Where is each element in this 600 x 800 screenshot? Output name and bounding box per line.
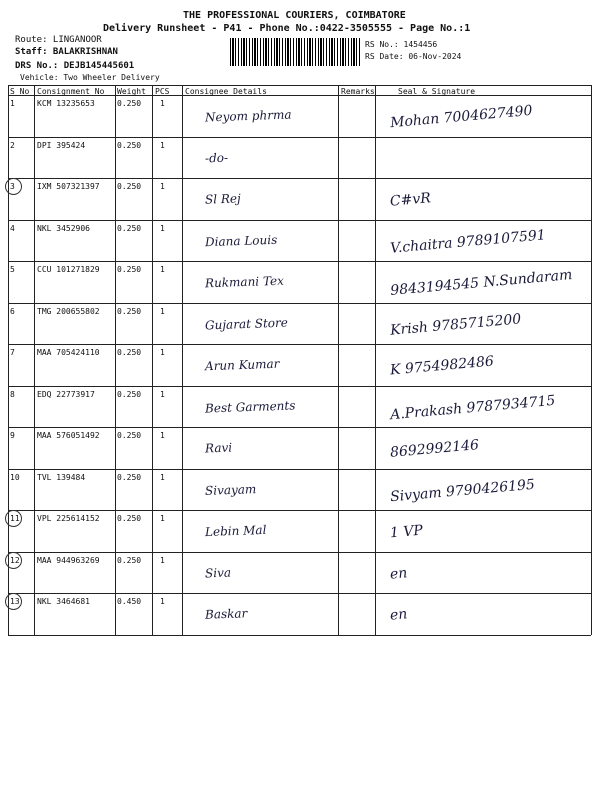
row-signature: A.Prakash 9787934715 <box>389 392 556 423</box>
staff-label: Staff: BALAKRISHNAN <box>15 47 118 57</box>
row-divider <box>8 427 591 428</box>
row-consignment-no: NKL 3452906 <box>37 223 90 233</box>
row-consignee-handwritten: Baskar <box>204 606 248 622</box>
row-signature: en <box>389 564 408 583</box>
row-signature: Sivyam 9790426195 <box>389 476 536 505</box>
row-divider <box>8 386 591 387</box>
row-consignment-no: MAA 576051492 <box>37 431 100 440</box>
row-consignee-handwritten: Sl Rej <box>204 191 241 207</box>
row-consignment-no: KCM 13235653 <box>37 99 95 108</box>
row-sno: 4 <box>10 223 15 233</box>
row-sno: 6 <box>10 306 15 316</box>
row-sno: 7 <box>10 348 15 357</box>
row-pcs: 1 <box>160 431 165 440</box>
row-consignment-no: VPL 225614152 <box>37 514 100 523</box>
row-consignee-handwritten: Diana Louis <box>204 232 278 249</box>
row-weight: 0.250 <box>117 348 142 357</box>
header-sno: S No <box>10 87 30 96</box>
company-title: THE PROFESSIONAL COURIERS, COIMBATORE <box>183 10 406 21</box>
row-sno: 5 <box>10 265 15 274</box>
rs-number: RS No.: 1454456 <box>365 40 438 49</box>
header-remarks: Remarks <box>341 87 375 96</box>
row-sno: 2 <box>10 140 15 150</box>
row-divider <box>8 635 591 636</box>
row-divider <box>8 137 591 138</box>
row-consignee-handwritten: Ravi <box>204 440 233 456</box>
row-consignee-handwritten: Lebin Mal <box>204 522 267 540</box>
row-weight: 0.250 <box>117 306 142 316</box>
row-divider <box>8 344 591 345</box>
row-consignee-handwritten: Sivayam <box>204 481 257 498</box>
row-consignee-handwritten: Neyom phrma <box>204 107 292 125</box>
row-weight: 0.250 <box>117 431 142 440</box>
row-pcs: 1 <box>160 555 165 565</box>
row-weight: 0.450 <box>117 597 142 606</box>
column-divider <box>591 85 592 635</box>
row-sno: 11 <box>10 514 20 523</box>
row-sno: 12 <box>10 555 20 565</box>
header-consignment: Consignment No <box>37 87 105 96</box>
vehicle-label: Vehicle: Two Wheeler Delivery <box>20 73 160 82</box>
row-signature: V.chaitra 9789107591 <box>389 226 547 257</box>
drs-number: DRS No.: DEJB145445601 <box>15 61 135 71</box>
table-top-line <box>8 85 591 86</box>
row-pcs: 1 <box>160 306 165 316</box>
row-weight: 0.250 <box>117 514 142 523</box>
row-pcs: 1 <box>160 514 165 523</box>
row-weight: 0.250 <box>117 389 142 399</box>
row-pcs: 1 <box>160 597 165 606</box>
row-consignment-no: MAA 705424110 <box>37 348 100 357</box>
row-pcs: 1 <box>160 265 165 274</box>
row-sno: 3 <box>10 182 15 191</box>
header-signature: Seal & Signature <box>398 87 476 96</box>
sno-circle-mark <box>5 593 22 610</box>
row-pcs: 1 <box>160 348 165 357</box>
row-consignment-no: EDQ 22773917 <box>37 389 95 399</box>
header-pcs: PCS <box>155 87 170 96</box>
row-pcs: 1 <box>160 99 165 108</box>
row-pcs: 1 <box>160 223 165 233</box>
row-divider <box>8 303 591 304</box>
row-consignment-no: NKL 3464681 <box>37 597 90 606</box>
row-consignee-handwritten: Best Garments <box>204 397 296 416</box>
row-signature: 8692992146 <box>389 437 480 461</box>
row-signature: K 9754982486 <box>389 353 495 379</box>
row-consignment-no: TVL 139484 <box>37 472 86 482</box>
sno-circle-mark <box>5 552 22 569</box>
row-consignee-handwritten: Siva <box>204 565 232 580</box>
row-consignment-no: TMG 200655802 <box>37 306 100 316</box>
row-signature: Krish 9785715200 <box>389 310 522 339</box>
row-divider <box>8 178 591 179</box>
row-pcs: 1 <box>160 182 165 191</box>
row-weight: 0.250 <box>117 223 142 233</box>
row-consignee-handwritten: -do- <box>204 150 229 165</box>
row-divider <box>8 552 591 553</box>
row-consignment-no: IXM 507321397 <box>37 182 100 191</box>
row-consignee-handwritten: Gujarat Store <box>204 315 289 332</box>
row-pcs: 1 <box>160 472 165 482</box>
row-sno: 13 <box>10 597 20 606</box>
row-weight: 0.250 <box>117 265 142 274</box>
row-sno: 1 <box>10 99 15 108</box>
header-consignee: Consignee Details <box>185 87 267 96</box>
row-pcs: 1 <box>160 389 165 399</box>
row-weight: 0.250 <box>117 555 142 565</box>
runsheet-title: Delivery Runsheet - P41 - Phone No.:0422-3505555 - Page No.:1 <box>103 23 471 34</box>
row-consignee-handwritten: Rukmani Tex <box>204 273 285 291</box>
header-weight: Weight <box>117 87 146 96</box>
row-signature: C#vR <box>389 190 432 210</box>
row-sno: 10 <box>10 472 20 482</box>
row-divider <box>8 261 591 262</box>
row-signature: Mohan 7004627490 <box>389 102 534 132</box>
row-consignment-no: DPI 395424 <box>37 140 86 150</box>
row-divider <box>8 593 591 594</box>
row-sno: 8 <box>10 389 15 399</box>
row-weight: 0.250 <box>117 99 142 108</box>
sno-circle-mark <box>5 178 22 195</box>
row-sno: 9 <box>10 431 15 440</box>
barcode <box>230 38 360 66</box>
row-weight: 0.250 <box>117 472 142 482</box>
rs-date: RS Date: 06-Nov-2024 <box>365 52 462 61</box>
row-consignee-handwritten: Arun Kumar <box>204 356 280 374</box>
row-signature: 1 VP <box>389 522 424 542</box>
row-divider <box>8 510 591 511</box>
row-divider <box>8 220 591 221</box>
route-label: Route: LINGANOOR <box>15 35 102 45</box>
sno-circle-mark <box>5 510 22 527</box>
row-signature: en <box>389 606 408 624</box>
row-consignment-no: MAA 944963269 <box>37 555 100 565</box>
row-divider <box>8 469 591 470</box>
row-weight: 0.250 <box>117 140 142 150</box>
row-consignment-no: CCU 101271829 <box>37 265 100 274</box>
row-pcs: 1 <box>160 140 165 150</box>
row-weight: 0.250 <box>117 182 142 191</box>
row-signature: 9843194545 N.Sundaram <box>389 267 573 299</box>
